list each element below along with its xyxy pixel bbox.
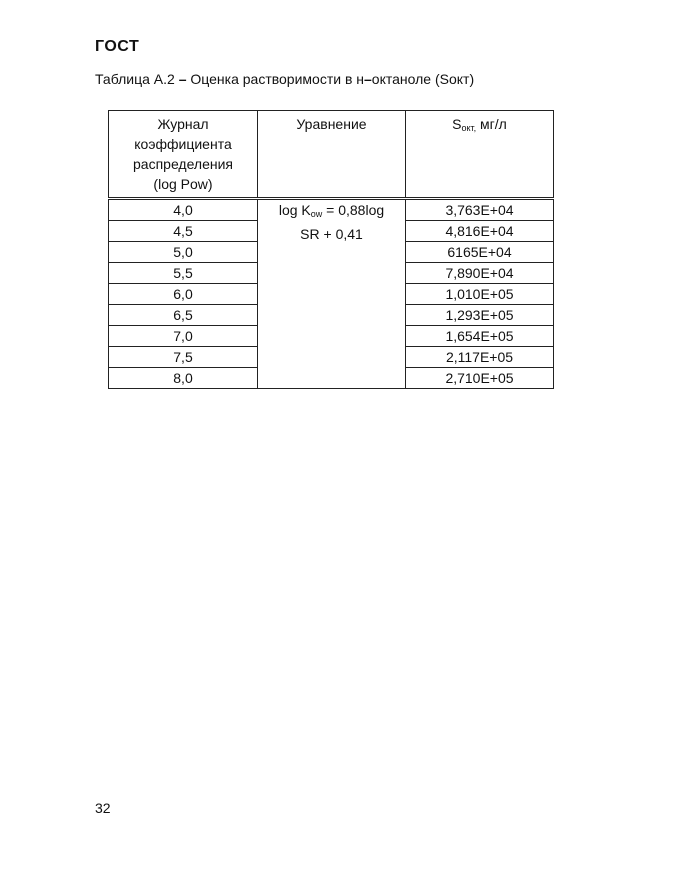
cell-log-pow: 6,0 [109, 284, 258, 305]
column-header-equation: Уравнение [258, 111, 406, 199]
cell-solubility: 1,654E+05 [406, 326, 554, 347]
column-header-solubility-sub: окт, [461, 123, 477, 133]
cell-log-pow: 8,0 [109, 368, 258, 389]
column-header-log-pow-line: распределения [133, 156, 233, 172]
table-row [109, 199, 554, 221]
cell-log-pow: 7,5 [109, 347, 258, 368]
cell-log-pow: 4,0 [109, 199, 258, 221]
column-header-solubility [406, 111, 554, 199]
column-header-log-pow-line: (log Pow) [153, 176, 213, 192]
cell-solubility: 7,890E+04 [406, 263, 554, 284]
cell-log-pow: 4,5 [109, 221, 258, 242]
cell-solubility: 2,710E+05 [406, 368, 554, 389]
equation-line-2: SR + 0,41 [300, 226, 363, 242]
page-number: 32 [95, 800, 111, 816]
equation-subscript: ow [310, 209, 323, 219]
equation-line-1-b: = 0,88log [322, 202, 385, 218]
column-header-solubility-main: S [452, 116, 462, 132]
caption-prefix: Таблица А.2 [95, 71, 179, 87]
cell-solubility: 3,763E+04 [406, 199, 554, 221]
column-header-log-pow-line: коэффициента [134, 136, 232, 152]
cell-log-pow: 7,0 [109, 326, 258, 347]
equation-line-1 [258, 200, 405, 224]
cell-solubility: 1,293E+05 [406, 305, 554, 326]
equation-line-1-a: log K [278, 202, 311, 218]
column-header-solubility-unit: мг/л [476, 116, 507, 132]
cell-solubility: 4,816E+04 [406, 221, 554, 242]
cell-solubility: 2,117E+05 [406, 347, 554, 368]
solubility-table [108, 110, 554, 389]
caption-text: Оценка растворимости в н [186, 71, 364, 87]
caption-text-2: октаноле (Sокт) [371, 71, 475, 87]
document-header: ГОСТ [95, 38, 140, 55]
table-header-row [109, 111, 554, 199]
caption-dash-2: – [364, 71, 372, 87]
caption-dash: – [178, 71, 187, 87]
column-header-log-pow-line: Журнал [157, 116, 209, 132]
cell-solubility: 6165E+04 [406, 242, 554, 263]
cell-log-pow: 5,0 [109, 242, 258, 263]
table-caption [95, 71, 474, 87]
column-header-log-pow [109, 111, 258, 199]
cell-equation [258, 199, 406, 389]
cell-log-pow: 6,5 [109, 305, 258, 326]
cell-solubility: 1,010E+05 [406, 284, 554, 305]
cell-log-pow: 5,5 [109, 263, 258, 284]
